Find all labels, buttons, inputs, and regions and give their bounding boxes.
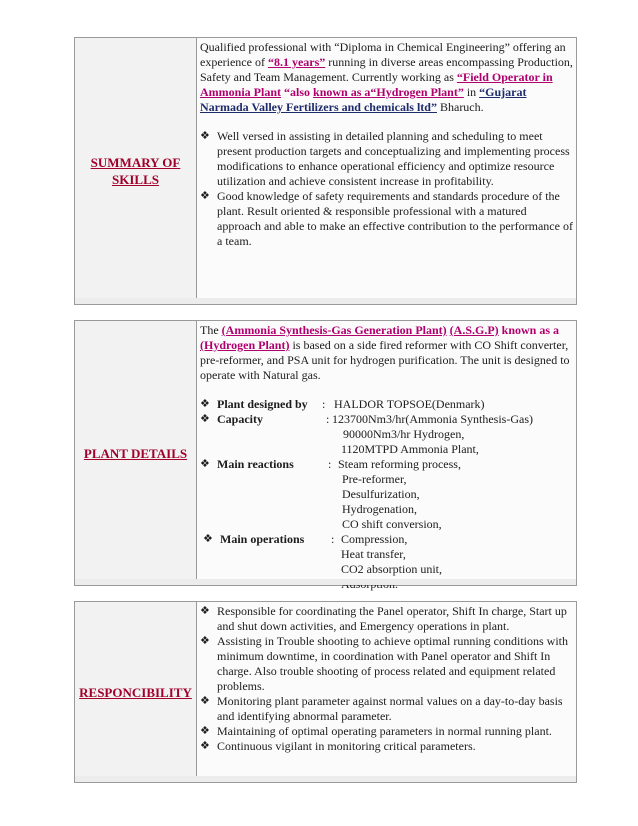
summary-section — [74, 37, 577, 305]
diamond-bullet-icon: ❖ — [200, 695, 210, 707]
plant-name: “Hydrogen Plant” — [370, 85, 464, 99]
summary-intro: Qualified professional with “Diploma in Chemical Engineering” offering an experience of “8.1 years” running in diverse areas encompassing Production, Safety and Team Management. Currently working as “Field Operator in Ammonia Plant “also known as a“Hydrogen Plant” in “Gujarat Narmada Valley Fertilizers and chemicals ltd” Bharuch. — [200, 40, 573, 114]
diamond-bullet-icon: ❖ — [200, 458, 210, 470]
diamond-bullet-icon: ❖ — [200, 605, 210, 617]
summary-label: SUMMARY OF SKILLS — [75, 38, 197, 304]
diamond-bullet-icon: ❖ — [200, 740, 210, 752]
capacity-row: ❖ Capacity : 123700Nm3/hr(Ammonia Synthesis-Gas) 90000Nm3/hr Hydrogen, 1120MTPD Ammonia Plant, — [200, 412, 533, 456]
summary-content — [197, 38, 576, 304]
plant-section — [74, 320, 577, 586]
operations-row: ❖ Main operations : Compression, Heat transfer, CO2 absorption unit, — [200, 532, 573, 592]
company-name: “Gujarat Narmada Valley Fertilizers and chemicals ltd” — [200, 85, 527, 114]
diamond-bullet-icon: ❖ — [203, 533, 213, 545]
plant-content — [197, 321, 576, 585]
summary-bullet: ❖ Good knowledge of safety requirements and standards procedure of the plant. Result oriented & responsible professional with a matured approach and able to make an effective contribution to the performance of a team. — [200, 189, 573, 248]
plant-intro: The (Ammonia Synthesis-Gas Generation Plant) (A.S.G.P) known as a (Hydrogen Plant) is based on a side fired reformer with CO Shift converter, pre-reformer, and PSA unit for hydrogen purification. The unit is designed to operate with Natural gas. — [200, 323, 570, 382]
diamond-bullet-icon: ❖ — [200, 190, 210, 202]
responsibility-bullet: ❖ Continuous vigilant in monitoring critical parameters. — [200, 739, 476, 753]
responsibility-bullet: ❖ Monitoring plant parameter against normal values on a day-to-day basis and identifying abnormal parameter. — [200, 694, 563, 723]
diamond-bullet-icon: ❖ — [200, 635, 210, 647]
plant-label: PLANT DETAILS — [75, 321, 197, 585]
diamond-bullet-icon: ❖ — [200, 413, 210, 425]
responsibility-content — [197, 602, 576, 782]
summary-bullet: ❖ Well versed in assisting in detailed planning and scheduling to meet present production targets and conceptualizing and implementing process modifications to enhance operational efficiency and optimize resource utilization and achieve consistent increase in profitability. — [200, 129, 570, 188]
responsibility-bullet: ❖ Responsible for coordinating the Panel operator, Shift In charge, Start up and shut down activities, and Emergency operations in plant. — [200, 604, 567, 633]
responsibility-bullet: ❖ Assisting in Trouble shooting to achieve optimal running conditions with minimum downtime, in coordination with Panel operator and Shift In charge. Also trouble shooting of process related and equipment related problems. — [200, 634, 568, 693]
responsibility-label: RESPONCIBILITY — [75, 602, 197, 782]
experience-years: “8.1 years” — [267, 55, 326, 69]
reactions-row: ❖ Main reactions : Steam reforming process, Pre-reformer, Desulfurization, Hydrogenation, CO shift conversion, — [200, 457, 461, 531]
current-role: “Field Operator in Ammonia Plant — [200, 70, 553, 99]
designed-by-row: ❖ Plant designed by : HALDOR TOPSOE(Denmark) — [200, 397, 485, 411]
diamond-bullet-icon: ❖ — [200, 725, 210, 737]
responsibility-bullet: ❖ Maintaining of optimal operating parameters in normal running plant. — [200, 724, 552, 738]
diamond-bullet-icon: ❖ — [200, 130, 210, 142]
responsibility-section — [74, 601, 577, 783]
diamond-bullet-icon: ❖ — [200, 398, 210, 410]
